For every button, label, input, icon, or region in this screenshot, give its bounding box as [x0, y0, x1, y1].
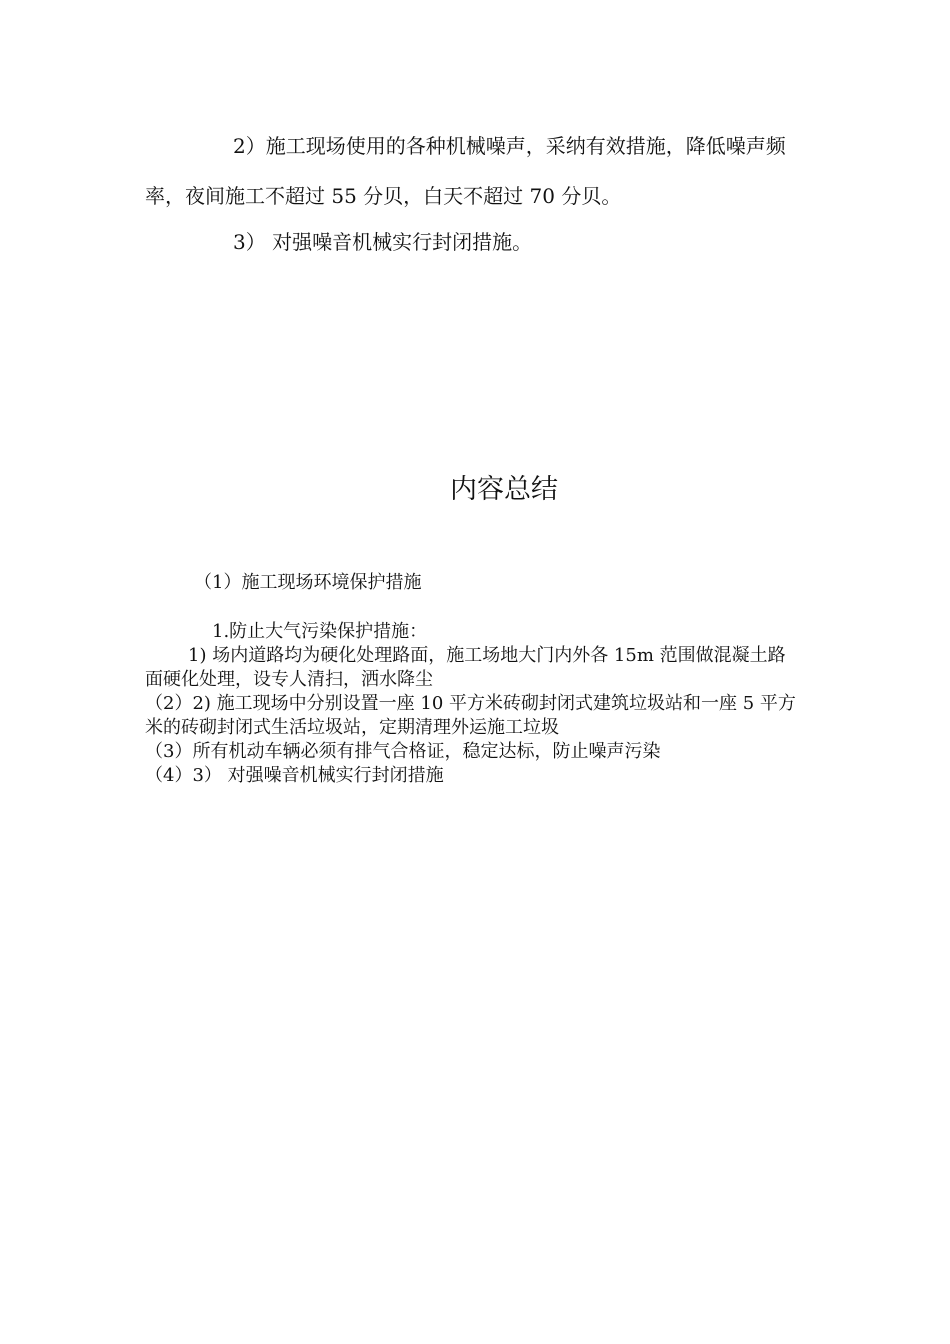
summary-heading: （1）施工现场环境保护措施 — [194, 572, 422, 593]
summary-subheading: 1.防止大气污染保护措施： — [212, 621, 428, 642]
summary-item: （4）3） 对强噪音机械实行封闭措施 — [145, 765, 444, 786]
summary-title: 内容总结 — [450, 474, 558, 505]
summary-item: 1) 场内道路均为硬化处理路面，施工场地大门内外各 15m 范围做混凝土路面硬化处理，设专人清扫，洒水降尘 — [145, 645, 786, 690]
body-paragraph-enclosure: 3） 对强噪音机械实行封闭措施。 — [233, 230, 533, 254]
summary-item: （2）2) 施工现场中分别设置一座 10 平方米砖砌封闭式建筑垃圾站和一座 5 平方米的砖砌封闭式生活垃圾站，定期清理外运施工垃圾 — [145, 693, 796, 738]
summary-item: （3）所有机动车辆必须有排气合格证，稳定达标，防止噪声污染 — [145, 741, 661, 762]
body-paragraph-noise-limits: 2）施工现场使用的各种机械噪声，采纳有效措施，降低噪声频率，夜间施工不超过 55 分贝，白天不超过 70 分贝。 — [145, 134, 786, 208]
